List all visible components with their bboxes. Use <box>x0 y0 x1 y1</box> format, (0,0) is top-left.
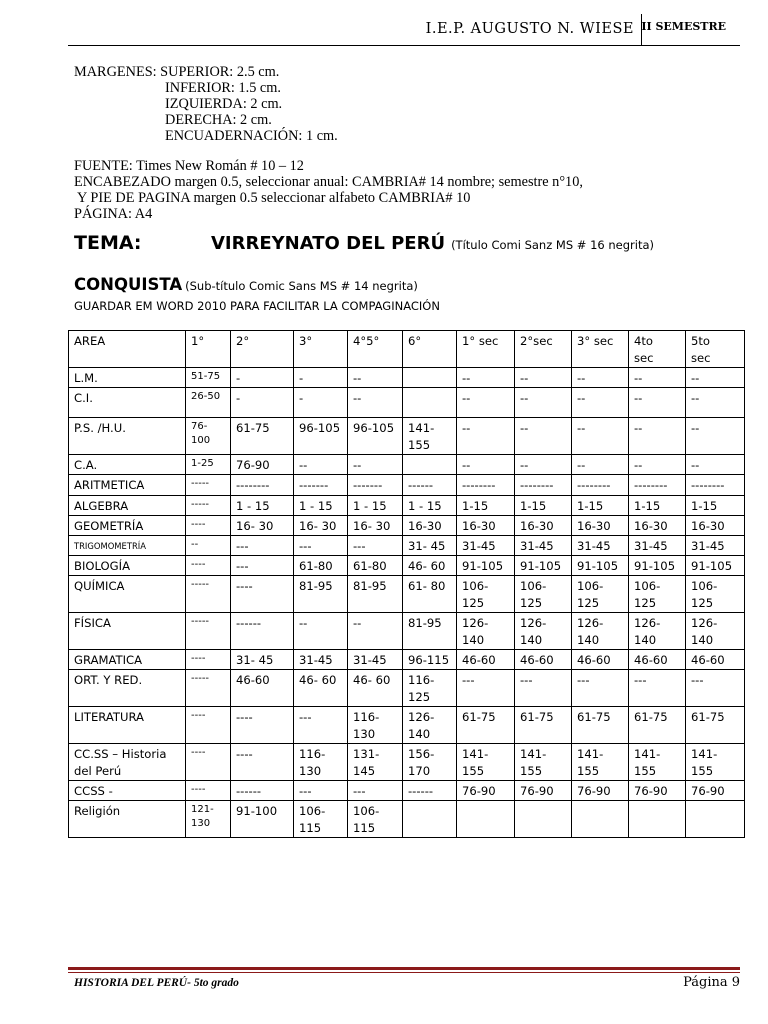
table-row <box>69 650 745 670</box>
table-cell: -- <box>572 418 629 455</box>
spec-footer: Y PIE DE PAGINA margen 0.5 seleccionar alfabeto CAMBRIA# 10 <box>74 190 471 206</box>
table-cell: --- <box>348 781 403 801</box>
table-cell: -- <box>457 388 515 418</box>
table-area-cell: ARITMETICA <box>69 475 186 496</box>
footer-course: HISTORIA DEL PERÚ- 5to grado <box>74 977 239 989</box>
table-cell: 141- 155 <box>572 744 629 781</box>
table-area-cell: CCSS - <box>69 781 186 801</box>
table-cell: -- <box>348 388 403 418</box>
footer-rule-thick <box>68 967 740 970</box>
table-cell: 141- 155 <box>403 418 457 455</box>
table-cell: 46- 60 <box>294 670 348 707</box>
table-cell: 131- 145 <box>348 744 403 781</box>
table-cell: 31-45 <box>629 536 686 556</box>
table-cell: -------- <box>686 475 745 496</box>
table-cell: 26-50 <box>186 388 231 418</box>
table-cell: ------- <box>294 475 348 496</box>
table-cell: 116- 130 <box>348 707 403 744</box>
table-cell: 46-60 <box>572 650 629 670</box>
table-header-cell: 1° sec <box>457 331 515 368</box>
table-cell: 116- 130 <box>294 744 348 781</box>
table-cell <box>457 801 515 838</box>
table-cell: -- <box>686 388 745 418</box>
table-cell: ------ <box>231 613 294 650</box>
table-cell: 1-15 <box>686 496 745 516</box>
footer-page-number: Página 9 <box>683 975 740 990</box>
table-area-cell: GRAMATICA <box>69 650 186 670</box>
table-cell <box>403 455 457 475</box>
table-row <box>69 388 745 418</box>
table-row <box>69 670 745 707</box>
table-row <box>69 707 745 744</box>
page-range-table <box>68 330 745 838</box>
table-cell <box>629 801 686 838</box>
table-cell: 91-105 <box>457 556 515 576</box>
spec-margin-bottom: INFERIOR: 1.5 cm. <box>165 80 281 96</box>
table-cell <box>515 801 572 838</box>
table-cell: ---- <box>231 744 294 781</box>
topic-heading <box>74 232 654 254</box>
table-cell: --- <box>686 670 745 707</box>
table-cell: ---- <box>186 650 231 670</box>
table-cell: 16-30 <box>515 516 572 536</box>
table-cell: 31-45 <box>348 650 403 670</box>
subtopic-note: (Sub-título Comic Sans MS # 14 negrita) <box>185 279 418 293</box>
table-cell: 126- 140 <box>515 613 572 650</box>
table-cell: 46-60 <box>515 650 572 670</box>
table-cell: ---- <box>186 556 231 576</box>
spec-header: ENCABEZADO margen 0.5, seleccionar anual: CAMBRIA# 14 nombre; semestre n°10, <box>74 174 583 190</box>
page-header <box>68 14 740 46</box>
table-cell: 31- 45 <box>403 536 457 556</box>
table-cell: 126- 140 <box>457 613 515 650</box>
table-area-cell: Religión <box>69 801 186 838</box>
table-area-cell: C.A. <box>69 455 186 475</box>
table-area-cell: QUÍMICA <box>69 576 186 613</box>
table-cell: 16- 30 <box>231 516 294 536</box>
table-cell: 1 - 15 <box>294 496 348 516</box>
table-cell: 81-95 <box>294 576 348 613</box>
spec-margin-top: MARGENES: SUPERIOR: 2.5 cm. <box>74 64 280 80</box>
table-cell: 1 - 15 <box>231 496 294 516</box>
table-area-cell: C.I. <box>69 388 186 418</box>
table-cell: 116- 125 <box>403 670 457 707</box>
table-cell: 16-30 <box>629 516 686 536</box>
table-cell: 126- 140 <box>403 707 457 744</box>
table-cell <box>686 801 745 838</box>
table-row <box>69 576 745 613</box>
table-row <box>69 496 745 516</box>
table-cell: 61-80 <box>348 556 403 576</box>
table-cell: -- <box>294 455 348 475</box>
table-cell: -- <box>629 455 686 475</box>
table-cell: 106- 115 <box>348 801 403 838</box>
table-cell: 46-60 <box>457 650 515 670</box>
table-cell <box>572 801 629 838</box>
table-cell: 91-105 <box>629 556 686 576</box>
table-cell: 16-30 <box>457 516 515 536</box>
topic-title: VIRREYNATO DEL PERÚ <box>211 233 446 254</box>
table-cell: 61-75 <box>686 707 745 744</box>
table-cell: 91-100 <box>231 801 294 838</box>
table-cell: 76- 100 <box>186 418 231 455</box>
table-area-cell: L.M. <box>69 368 186 388</box>
table-cell: 1-15 <box>515 496 572 516</box>
format-specs <box>74 64 583 222</box>
table-area-cell: CC.SS – Historia del Perú <box>69 744 186 781</box>
table-area-cell: GEOMETRÍA <box>69 516 186 536</box>
spec-page: PÁGINA: A4 <box>74 206 153 222</box>
table-cell: --- <box>515 670 572 707</box>
table-cell: -- <box>629 368 686 388</box>
table-cell: 106- 125 <box>572 576 629 613</box>
table-cell: 31-45 <box>515 536 572 556</box>
table-cell: -- <box>515 388 572 418</box>
table-cell: 106- 125 <box>515 576 572 613</box>
table-cell: -- <box>348 455 403 475</box>
table-cell: --- <box>629 670 686 707</box>
table-cell: -- <box>572 455 629 475</box>
table-cell: ------ <box>403 475 457 496</box>
table-cell: ----- <box>186 670 231 707</box>
table-cell: 91-105 <box>686 556 745 576</box>
table-cell: 31- 45 <box>231 650 294 670</box>
table-header-cell: 4to sec <box>629 331 686 368</box>
table-header-cell: 1° <box>186 331 231 368</box>
table-cell <box>403 368 457 388</box>
table-cell: -- <box>629 388 686 418</box>
table-cell: 61-75 <box>572 707 629 744</box>
table-cell: -- <box>348 368 403 388</box>
table-cell: 106- 125 <box>457 576 515 613</box>
table-cell: ------ <box>231 781 294 801</box>
table-cell: 96-115 <box>403 650 457 670</box>
table-cell: ---- <box>186 516 231 536</box>
table-cell: ---- <box>231 707 294 744</box>
table-cell: 46- 60 <box>403 556 457 576</box>
table-cell: - <box>231 368 294 388</box>
table-cell: 76-90 <box>629 781 686 801</box>
table-row <box>69 475 745 496</box>
table-cell: 81-95 <box>348 576 403 613</box>
table-cell: 76-90 <box>457 781 515 801</box>
table-cell: ---- <box>186 781 231 801</box>
table-cell: 1-15 <box>629 496 686 516</box>
table-cell: 121- 130 <box>186 801 231 838</box>
table-cell: 141- 155 <box>629 744 686 781</box>
table-cell: 16-30 <box>572 516 629 536</box>
table-cell: 106- 125 <box>686 576 745 613</box>
table-cell: 31-45 <box>294 650 348 670</box>
table-cell: 126- 140 <box>629 613 686 650</box>
table-cell: -- <box>572 368 629 388</box>
table-cell: -- <box>457 455 515 475</box>
table-cell: --- <box>294 536 348 556</box>
table-cell: 46-60 <box>686 650 745 670</box>
table-cell: 31-45 <box>457 536 515 556</box>
table-cell <box>403 388 457 418</box>
table-cell: -- <box>294 613 348 650</box>
table-row <box>69 455 745 475</box>
table-area-cell: ORT. Y RED. <box>69 670 186 707</box>
table-cell: 46-60 <box>629 650 686 670</box>
table-cell: 91-105 <box>572 556 629 576</box>
table-cell: 16- 30 <box>294 516 348 536</box>
spec-margin-left: IZQUIERDA: 2 cm. <box>165 96 283 112</box>
table-cell: 61-80 <box>294 556 348 576</box>
table-cell: ----- <box>186 496 231 516</box>
table-header-cell: AREA <box>69 331 186 368</box>
table-cell: 31-45 <box>686 536 745 556</box>
table-cell: ----- <box>186 613 231 650</box>
table-cell: ------ <box>403 781 457 801</box>
save-instruction: GUARDAR EM WORD 2010 PARA FACILITAR LA COMPAGINACIÓN <box>74 299 440 313</box>
footer-rule-thin <box>68 972 740 973</box>
table-cell: --- <box>457 670 515 707</box>
table-cell: ---- <box>186 744 231 781</box>
table-cell: ------- <box>348 475 403 496</box>
table-cell: 141- 155 <box>457 744 515 781</box>
table-cell: 76-90 <box>515 781 572 801</box>
table-cell: -- <box>515 368 572 388</box>
table-cell: -- <box>457 418 515 455</box>
table-cell: --- <box>294 781 348 801</box>
table-cell: -------- <box>629 475 686 496</box>
table-cell: 1-25 <box>186 455 231 475</box>
table-cell: 61-75 <box>457 707 515 744</box>
spec-font: FUENTE: Times New Román # 10 – 12 <box>74 158 304 174</box>
table-cell: 46-60 <box>231 670 294 707</box>
table-cell: 61-75 <box>629 707 686 744</box>
table-row <box>69 801 745 838</box>
table-cell: ---- <box>186 707 231 744</box>
table-cell <box>403 801 457 838</box>
table-area-cell: ALGEBRA <box>69 496 186 516</box>
table-header-cell: 6° <box>403 331 457 368</box>
table-cell: 76-90 <box>572 781 629 801</box>
table-cell: -- <box>348 613 403 650</box>
table-row <box>69 418 745 455</box>
table-cell: -- <box>457 368 515 388</box>
table-cell: 156- 170 <box>403 744 457 781</box>
table-cell: ----- <box>186 475 231 496</box>
table-cell: 1-15 <box>457 496 515 516</box>
header-semester: II SEMESTRE <box>641 20 726 33</box>
table-cell: ----- <box>186 576 231 613</box>
table-cell: 1-15 <box>572 496 629 516</box>
table-area-cell: TRIGOMOMETRÍA <box>69 536 186 556</box>
table-cell: 16-30 <box>686 516 745 536</box>
table-cell: 1 - 15 <box>403 496 457 516</box>
table-row <box>69 368 745 388</box>
header-school-name: I.E.P. AUGUSTO N. WIESE <box>425 21 634 37</box>
table-cell: 96-105 <box>294 418 348 455</box>
table-cell: 46- 60 <box>348 670 403 707</box>
table-cell: -------- <box>231 475 294 496</box>
table-cell: -------- <box>515 475 572 496</box>
table-cell: 1 - 15 <box>348 496 403 516</box>
table-cell: 141- 155 <box>515 744 572 781</box>
topic-label: TEMA: <box>74 232 142 254</box>
table-cell: 91-105 <box>515 556 572 576</box>
table-header-cell: 3° sec <box>572 331 629 368</box>
table-cell: 106- 115 <box>294 801 348 838</box>
table-cell: --- <box>231 536 294 556</box>
table-cell: 106- 125 <box>629 576 686 613</box>
table-row <box>69 556 745 576</box>
table-cell: -- <box>629 418 686 455</box>
table-area-cell: BIOLOGÍA <box>69 556 186 576</box>
table-cell: 76-90 <box>231 455 294 475</box>
table-cell: -------- <box>457 475 515 496</box>
table-row <box>69 781 745 801</box>
spec-margin-binding: ENCUADERNACIÓN: 1 cm. <box>165 128 338 144</box>
table-cell: 16- 30 <box>348 516 403 536</box>
table-cell: 96-105 <box>348 418 403 455</box>
table-area-cell: LITERATURA <box>69 707 186 744</box>
table-cell: 141- 155 <box>686 744 745 781</box>
subtopic-heading <box>74 275 418 294</box>
table-cell: -- <box>572 388 629 418</box>
table-cell: 61-75 <box>515 707 572 744</box>
table-cell: 61-75 <box>231 418 294 455</box>
table-area-cell: P.S. /H.U. <box>69 418 186 455</box>
table-cell: 16-30 <box>403 516 457 536</box>
table-row <box>69 536 745 556</box>
table-cell: -- <box>686 368 745 388</box>
table-cell: -- <box>686 418 745 455</box>
table-cell: -- <box>686 455 745 475</box>
table-cell: --- <box>572 670 629 707</box>
table-header-cell: 2° <box>231 331 294 368</box>
table-header-cell: 2°sec <box>515 331 572 368</box>
table-header-cell: 5to sec <box>686 331 745 368</box>
table-cell: --- <box>294 707 348 744</box>
table-cell: 81-95 <box>403 613 457 650</box>
table-cell: 76-90 <box>686 781 745 801</box>
table-cell: 31-45 <box>572 536 629 556</box>
table-cell: --- <box>348 536 403 556</box>
table-cell: 61- 80 <box>403 576 457 613</box>
topic-note: (Título Comi Sanz MS # 16 negrita) <box>451 238 654 252</box>
table-row <box>69 613 745 650</box>
table-header-cell: 4°5° <box>348 331 403 368</box>
subtopic-label: CONQUISTA <box>74 275 183 294</box>
table-cell: 126- 140 <box>572 613 629 650</box>
table-row <box>69 744 745 781</box>
table-cell: -- <box>515 418 572 455</box>
table-header-cell: 3° <box>294 331 348 368</box>
table-cell: - <box>294 388 348 418</box>
table-area-cell: FÍSICA <box>69 613 186 650</box>
table-cell: ---- <box>231 576 294 613</box>
table-cell: - <box>294 368 348 388</box>
spec-margin-right: DERECHA: 2 cm. <box>165 112 272 128</box>
table-cell: -------- <box>572 475 629 496</box>
table-cell: 51-75 <box>186 368 231 388</box>
table-cell: -- <box>186 536 231 556</box>
table-row <box>69 516 745 536</box>
table-header-row <box>69 331 745 368</box>
table-cell: -- <box>515 455 572 475</box>
table-cell: - <box>231 388 294 418</box>
table-cell: 126- 140 <box>686 613 745 650</box>
table-cell: --- <box>231 556 294 576</box>
